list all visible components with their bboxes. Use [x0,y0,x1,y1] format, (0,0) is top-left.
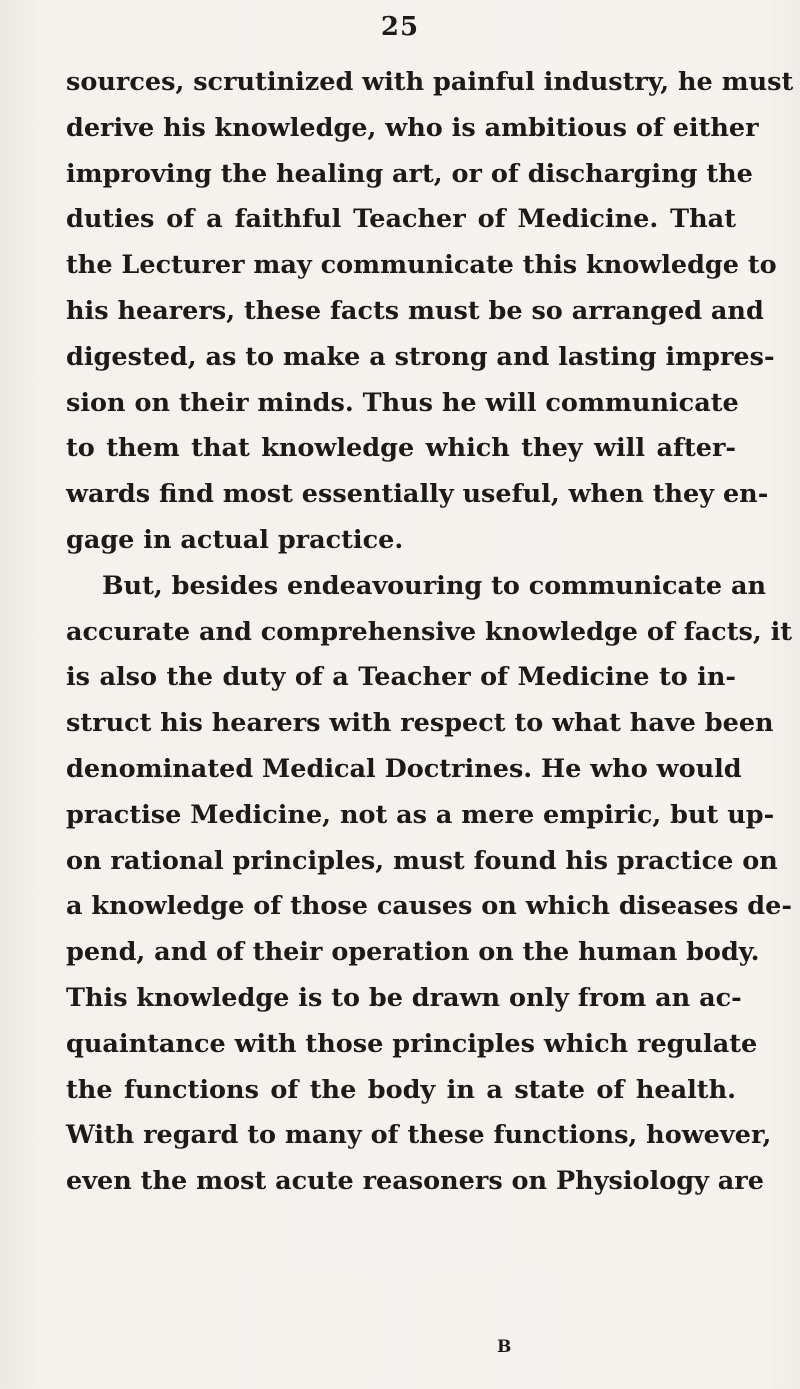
signature-mark: B [497,1337,512,1357]
text-line: This knowledge is to be drawn only from an ac- [66,982,742,1013]
text-line: struct his hearers with respect to what have been [66,708,774,739]
page-number: 25 [380,12,420,42]
text-line: is also the duty of a Teacher of Medicine to in- [66,662,736,693]
text-line: practise Medicine, not as a mere empiric, but up- [66,799,775,830]
paragraph-end-line: gage in actual practice. [66,524,404,555]
text-line: even the most acute reasoners on Physiology are [66,1166,764,1197]
text-line: digested, as to make a strong and lasting impres- [66,341,775,372]
text-line: sources, scrutinized with painful industry, he must [66,67,794,97]
text-line: derive his knowledge, who is ambitious of either [66,112,759,143]
text-line: the Lecturer may communicate this knowledge to [66,250,777,281]
text-line: quaintance with those principles which regulate [66,1028,758,1059]
text-line: With regard to many of these functions, however, [66,1120,772,1151]
text-line: accurate and comprehensive knowledge of facts, it [66,616,793,647]
text-line: wards find most essentially useful, when they en- [66,479,769,510]
text-line: denominated Medical Doctrines. He who would [66,753,742,784]
text-line: the functions of the body in a state of health. [66,1074,736,1105]
text-line: to them that knowledge which they will after- [66,433,736,464]
body-text [66,60,794,1205]
text-line: sion on their minds. Thus he will communicate [66,387,739,418]
text-line: a knowledge of those causes on which diseases de- [66,891,792,922]
text-line: on rational principles, must found his practice on [66,845,778,876]
text-line: his hearers, these facts must be so arranged and [66,295,764,326]
text-line: pend, and of their operation on the human body. [66,937,760,968]
text-line: improving the healing art, or of discharging the [66,158,753,189]
text-line: duties of a faithful Teacher of Medicine. That [66,204,736,235]
paragraph-start-line: But, besides endeavouring to communicate an [102,570,767,601]
